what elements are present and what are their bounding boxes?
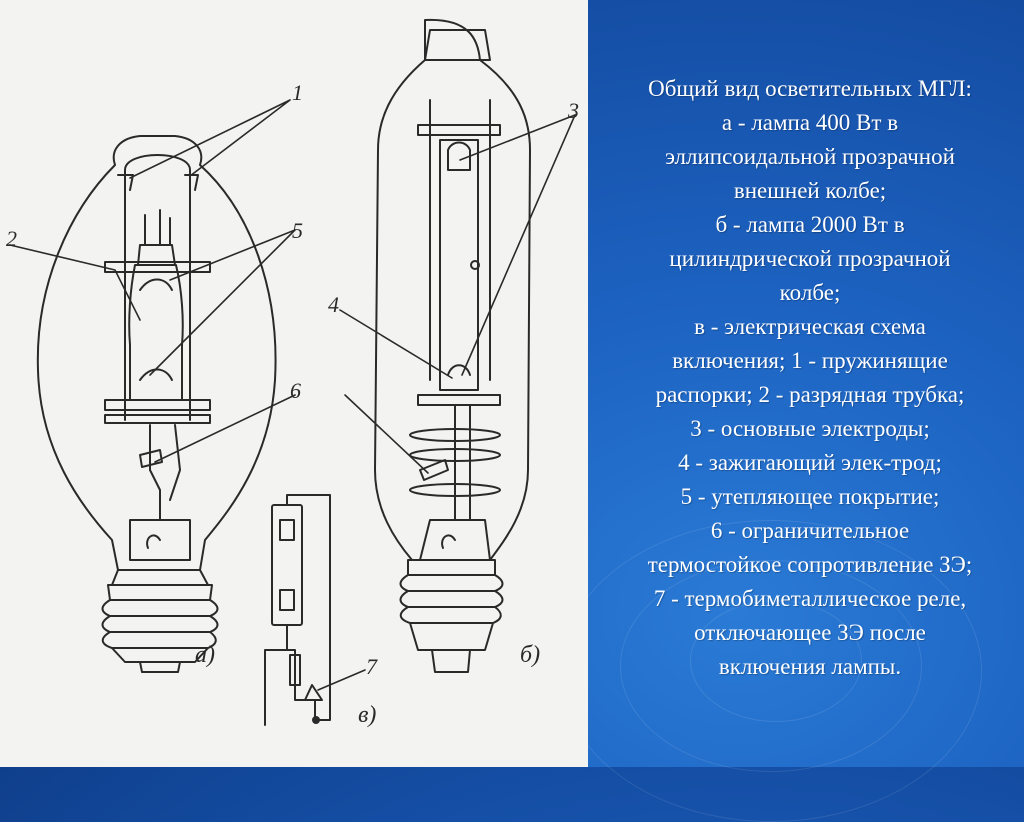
- callout-6: 6: [290, 378, 301, 403]
- lamp-a-neck: [112, 570, 208, 585]
- callout-4: 4: [328, 292, 339, 317]
- panel-label-v: в): [358, 702, 377, 728]
- callout-1: 1: [292, 80, 303, 105]
- caption-line: б - лампа 2000 Вт в: [715, 212, 905, 237]
- caption-line: включения лампы.: [718, 654, 902, 679]
- caption-line: 4 - зажигающий элек-трод;: [678, 450, 942, 475]
- caption-text: [600, 72, 1020, 684]
- caption-line: включения; 1 - пружинящие: [672, 348, 948, 373]
- lamp-a-bulb: [38, 136, 276, 570]
- caption-line: внешней колбе;: [733, 178, 887, 203]
- caption-line: 6 - ограничительное: [710, 518, 910, 543]
- caption-line: распорки; 2 - разрядная трубка;: [655, 382, 965, 407]
- circuit-c-drawing: [265, 495, 330, 725]
- caption-line: в - электрическая схема: [694, 314, 926, 339]
- caption-line: цилиндрической прозрачной: [669, 246, 951, 271]
- callout-2: 2: [6, 226, 17, 251]
- caption-line: термостойкое сопротивление ЗЭ;: [647, 552, 973, 577]
- caption-line: эллипсоидальной прозрачной: [665, 144, 955, 169]
- lamp-a-arc-tube: [129, 265, 183, 400]
- caption-line: 5 - утепляющее покрытие;: [680, 484, 940, 509]
- caption-line: 3 - основные электроды;: [690, 416, 930, 441]
- callout-3: 3: [568, 98, 579, 123]
- caption-line: а - лампа 400 Вт в: [721, 110, 899, 135]
- lamp-b-base: [401, 560, 503, 672]
- lamp-b-bulb: [375, 20, 530, 560]
- caption-line: Общий вид осветительных МГЛ:: [648, 76, 972, 101]
- panel-label-b: б): [520, 642, 541, 668]
- caption-line: 7 - термобиметаллическое реле,: [653, 586, 967, 611]
- caption-line: отключающее ЗЭ после: [694, 620, 926, 645]
- caption-line: колбе;: [779, 280, 841, 305]
- lamp-a-spring-right: [185, 175, 198, 190]
- callout-7: 7: [366, 654, 377, 679]
- lamp-a-drawing: [38, 136, 276, 672]
- callout-5: 5: [292, 218, 303, 243]
- panel-label-a: а): [195, 642, 215, 668]
- circuit-c-lamp: [272, 505, 302, 625]
